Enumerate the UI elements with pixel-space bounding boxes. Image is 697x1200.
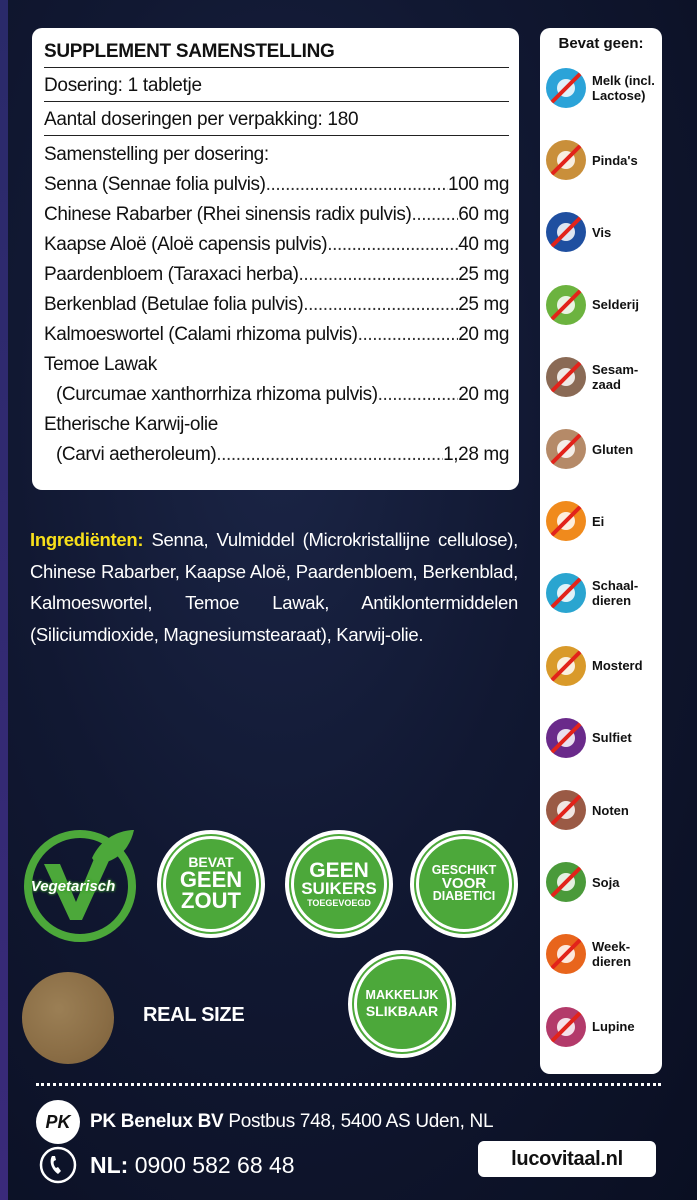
allergen-item: [546, 646, 643, 686]
allergen-panel: [540, 28, 662, 1074]
phone-icon: [38, 1145, 78, 1185]
mustard-icon: [546, 646, 586, 686]
allergen-item: [546, 790, 629, 830]
easy-swallow-badge: [348, 950, 456, 1058]
ingredients-body: Senna, Vulmiddel (Microkristallijne cellulose), Chinese Rabarber, Kaapse Aloë, Paardenbloem, Berkenblad, Kalmoeswortel, Temoe Lawak, Antiklontermiddelen (Siliciumdioxide, Magnesiumstearaat), Karwij-olie.: [30, 529, 519, 645]
supplement-table: [32, 28, 519, 490]
nut-icon: [546, 790, 586, 830]
composition-row: Chinese Rabarber (Rhei sinensis radix pulvis) ..... 60 mg: [44, 200, 509, 230]
composition-row: Paardenbloem (Taraxaci herba) ..... 25 mg: [44, 260, 509, 290]
allergen-label: Ei: [592, 513, 605, 529]
company-logo: PK: [36, 1100, 80, 1144]
composition-row: Kalmoeswortel (Calami rhizoma pulvis) ..... 20 mg: [44, 320, 509, 350]
ingredients-label: Ingrediënten:: [30, 529, 144, 550]
per-dose-section: [44, 136, 509, 470]
allergen-label: Pinda's: [592, 152, 638, 168]
composition-label: Etherische Karwij-olie: [44, 414, 218, 435]
dotted-divider: [36, 1083, 661, 1086]
sesame-icon: [546, 357, 586, 397]
composition-label: Temoe Lawak: [44, 354, 157, 375]
badge-line: GEEN: [309, 858, 369, 882]
real-size-label: REAL SIZE: [143, 1004, 245, 1026]
allergen-item: [546, 68, 662, 108]
badge-line: SUIKERS: [301, 878, 377, 898]
composition-row: Berkenblad (Betulae folia pulvis) ..... 25 mg: [44, 290, 509, 320]
allergen-label: Melk (incl. Lactose): [592, 73, 655, 103]
badge-line: TOEGEVOEGD: [307, 897, 371, 908]
tablet-image: [22, 972, 114, 1064]
allergen-item: [546, 718, 632, 758]
phone-label: NL:: [90, 1151, 129, 1178]
diabetic-badge: [410, 830, 518, 938]
composition-row: (Carvi aetheroleum) ..... 1,28 mg: [44, 440, 509, 470]
badge-line: BEVAT: [188, 854, 234, 871]
no-salt-badge: [157, 830, 265, 938]
company-address: [90, 1111, 493, 1133]
badge-line: SLIKBAAR: [365, 1002, 439, 1019]
shell-icon: [546, 573, 586, 613]
dosage-row: Dosering: 1 tabletje: [44, 68, 509, 102]
allergen-label: Gluten: [592, 441, 634, 457]
allergen-item: [546, 140, 638, 180]
allergen-label: Noten: [592, 802, 629, 818]
badge-line: VOOR: [441, 874, 487, 892]
phone-number: [90, 1152, 295, 1179]
address-text: Postbus 748, 5400 AS Uden, NL: [228, 1111, 494, 1132]
allergen-item: [546, 212, 611, 252]
allergen-label: Selderij: [592, 297, 639, 313]
allergen-item: [546, 862, 619, 902]
allergen-item: [546, 501, 604, 541]
allergen-label: Vis: [592, 224, 612, 240]
brand-logo: lucovitaal.nl: [478, 1141, 656, 1177]
per-dose-header: Samenstelling per dosering:: [44, 144, 269, 165]
company-name: PK Benelux BV: [90, 1111, 224, 1132]
sulfite-icon: [546, 718, 586, 758]
vegetarian-label: Vegetarisch: [30, 878, 116, 895]
allergen-label: Lupine: [592, 1019, 635, 1035]
no-sugar-badge: [285, 830, 393, 938]
badge-line: DIABETICI: [432, 889, 496, 904]
wheat-icon: [546, 429, 586, 469]
servings-row: Aantal doseringen per verpakking: 180: [44, 102, 509, 136]
mollusc-icon: [546, 934, 586, 974]
allergen-item: [546, 429, 633, 469]
phone-line: [36, 1145, 295, 1185]
allergen-label: Mosterd: [592, 658, 643, 674]
allergen-item: [546, 934, 662, 974]
allergen-label: Sulfiet: [592, 730, 632, 746]
allergen-item: [546, 357, 662, 397]
badge-line: GEEN: [179, 866, 243, 892]
milk-bottle-icon: [546, 68, 586, 108]
composition-row: Senna (Sennae folia pulvis) ..... 100 mg: [44, 170, 509, 200]
allergen-item: [546, 573, 662, 613]
allergen-label: Sesam-zaad: [592, 361, 639, 392]
supplement-title: SUPPLEMENT SAMENSTELLING: [44, 28, 509, 68]
allergen-title: Bevat geen:: [558, 35, 644, 52]
company-line: [36, 1100, 493, 1144]
badge-line: ZOUT: [181, 887, 241, 913]
left-edge-stripe: [0, 0, 8, 1200]
badge-line: MAKKELIJK: [365, 987, 439, 1002]
allergen-label: Soja: [592, 874, 620, 890]
ingredients-text: [30, 524, 518, 650]
soy-icon: [546, 862, 586, 902]
egg-icon: [546, 501, 586, 541]
allergen-label: Schaal-dieren: [592, 578, 639, 609]
allergen-item: [546, 1007, 635, 1047]
lupine-icon: [546, 1007, 586, 1047]
composition-row: (Curcumae xanthorrhiza rhizoma pulvis) ..... 20 mg: [44, 380, 509, 410]
celery-icon: [546, 285, 586, 325]
phone-digits: 0900 582 68 48: [134, 1151, 295, 1178]
fish-icon: [546, 212, 586, 252]
badge-line: GESCHIKT: [431, 863, 497, 877]
allergen-item: [546, 285, 639, 325]
allergen-label: Week-dieren: [592, 939, 632, 970]
peanut-icon: [546, 140, 586, 180]
composition-row: Kaapse Aloë (Aloë capensis pulvis) ..... 40 mg: [44, 230, 509, 260]
